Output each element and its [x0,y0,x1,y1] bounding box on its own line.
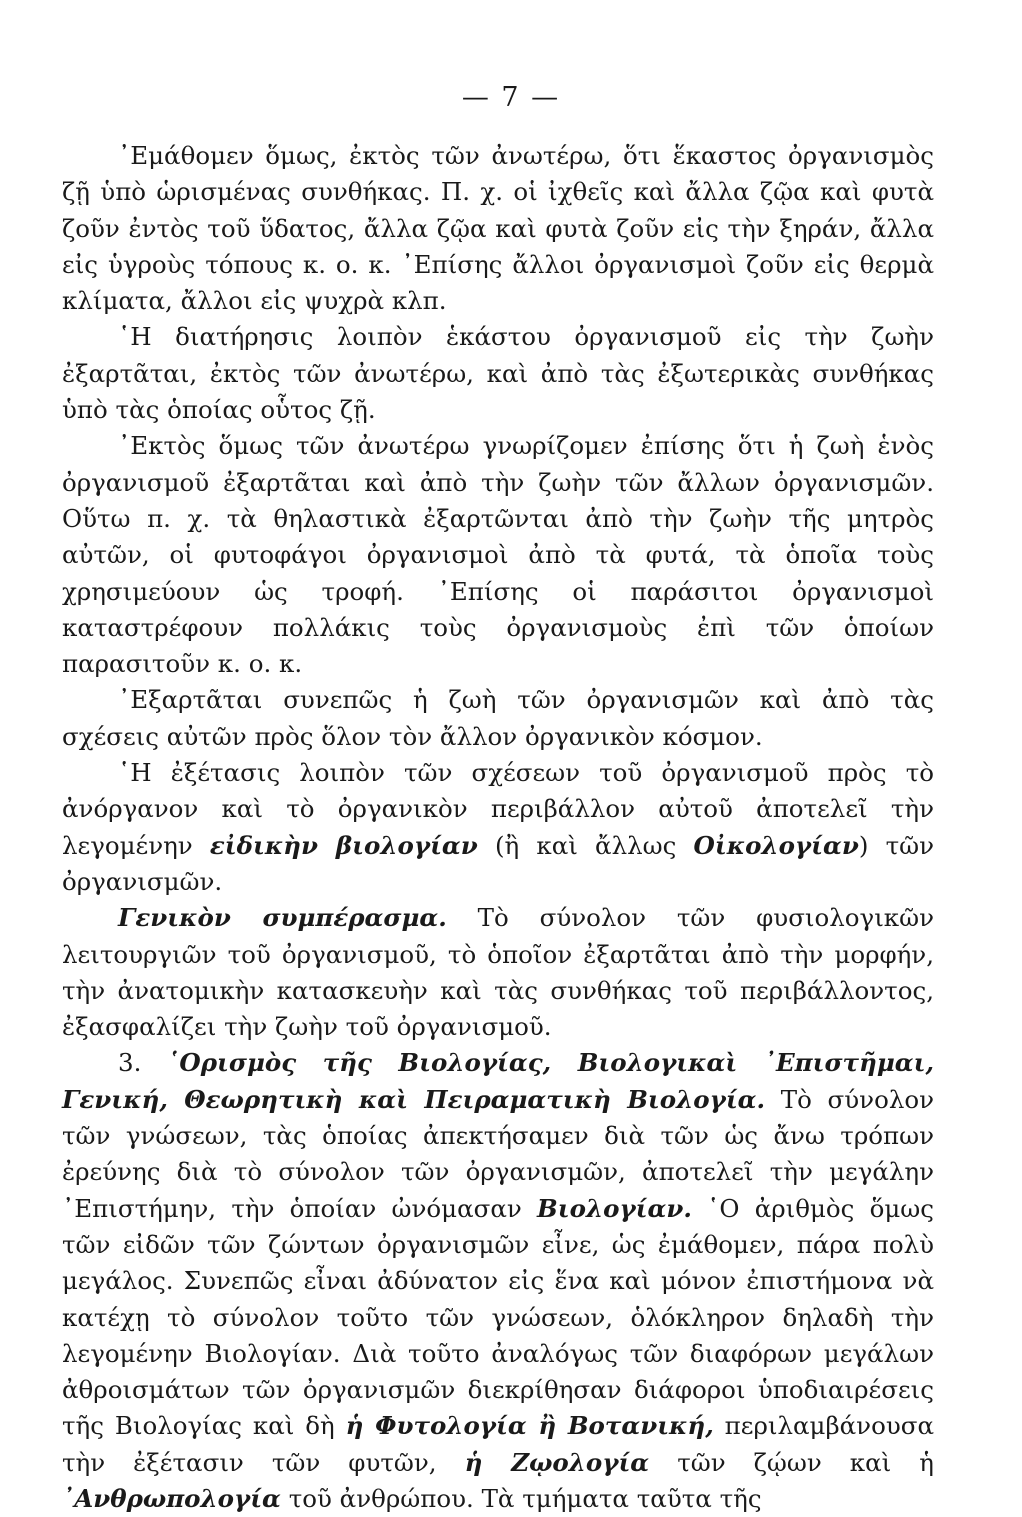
paragraph-5-text: (ἢ καὶ ἄλλως [477,830,694,860]
section-number: 3. [118,1048,168,1078]
section-3-heading: ῾Ορισμὸς τῆς Βιολογίας, Βιολογικαὶ ᾿Επιστῆμαι, Γενική, Θεωρητικὴ καὶ Πειραματικὴ Βιολογία. [62,1048,934,1114]
paragraph-3: ᾿Εκτὸς ὅμως τῶν ἀνωτέρω γνωρίζομεν ἐπίσης ὅτι ἡ ζωὴ ἑνὸς ὀργανισμοῦ ἐξαρτᾶται καὶ ἀπὸ τὴν ζωὴν τῶν ἄλλων ὀργανισμῶν. Οὕτω π. χ. τὰ θηλαστικὰ ἐξαρτῶνται ἀπὸ τὴν ζωὴν τῆς μητρὸς αὐτῶν, οἱ φυτοφάγοι ὀργανισμοὶ ἀπὸ τὰ φυτά, τὰ ὁποῖα τοὺς χρησιμεύουν ὡς τροφή. ᾿Επίσης οἱ παράσιτοι ὀργανισμοὶ καταστρέφουν πολλάκις τοὺς ὀργανισμοὺς ἐπὶ τῶν ὁποίων παρασιτοῦν κ. ο. κ. [62,431,934,679]
paragraph-7-text: τοῦ ἀνθρώπου. Τὰ τμήματα ταῦτα τῆς [280,1483,762,1513]
paragraph-2: ῾Η διατήρησις λοιπὸν ἑκάστου ὀργανισμοῦ εἰς τὴν ζωὴν ἐξαρτᾶται, ἐκτὸς τῶν ἀνωτέρω, καὶ ἀπὸ τὰς ἐξωτερικὰς συνθήκας ὑπὸ τὰς ὁποίας οὗτος ζῇ. [62,322,934,425]
general-conclusion-heading: Γενικὸν συμπέρασμα. [118,903,447,933]
term-biology: Βιολογίαν. [537,1193,692,1223]
body-text [62,138,934,1517]
paragraph-7 [62,1045,934,1517]
page-number: — 7 — [461,82,561,113]
paragraph-4: ᾿Εξαρτᾶται συνεπῶς ἡ ζωὴ τῶν ὀργανισμῶν καὶ ἀπὸ τὰς σχέσεις αὐτῶν πρὸς ὅλον τὸν ἄλλον ὀργανικὸν κόσμον. [62,685,934,751]
paragraph-6 [62,900,934,1045]
paragraph-6-text: Τὸ σύνολον τῶν φυσιολογικῶν λειτουργιῶν τοῦ ὀργανισμοῦ, τὸ ὁποῖον ἐξαρτᾶται ἀπὸ τὴν μορφήν, τὴν ἀνατομικὴν κατασκευὴν καὶ τὰς συνθήκας τοῦ περιβάλλοντος, ἐξασφαλίζει τὴν ζωὴν τοῦ ὀργανισμοῦ. [62,903,934,1042]
paragraph-5-text: ) τῶν ὀργανισμῶν. [62,830,934,896]
paragraph-7-text: Τὸ σύνολον τῶν γνώσεων, τὰς ὁποίας ἀπεκτήσαμεν διὰ τῶν ὡς ἄνω τρόπων ἐρεύνης διὰ τὸ σύνολον τῶν ὀργανισμῶν, ἀποτελεῖ τὴν μεγάλην ᾿Επιστήμην, τὴν ὁποίαν ὠνόμασαν [62,1084,934,1223]
paragraph-7-text: περιλαμβάνουσα τὴν ἐξέτασιν τῶν φυτῶν, [62,1411,934,1477]
paragraph-5-text: ῾Η ἐξέτασις λοιπὸν τῶν σχέσεων τοῦ ὀργανισμοῦ πρὸς τὸ ἀνόργανον καὶ τὸ ὀργανικὸν περιβάλλον αὐτοῦ ἀποτελεῖ τὴν λεγομένην [62,758,934,860]
term-botany: ἡ Φυτολογία ἢ Βοτανική, [345,1411,714,1441]
paragraph-7-text: τῶν ζῴων καὶ ἡ [649,1447,934,1477]
term-special-biology: εἰδικὴν βιολογίαν [209,830,478,860]
paragraph-5 [62,755,934,900]
paragraph-1: ᾿Εμάθομεν ὅμως, ἐκτὸς τῶν ἀνωτέρω, ὅτι ἕκαστος ὀργανισμὸς ζῇ ὑπὸ ὡρισμένας συνθήκας. Π. χ. οἱ ἰχθεῖς καὶ ἄλλα ζῷα καὶ φυτὰ ζοῦν ἐντὸς τοῦ ὕδατος, ἄλλα ζῷα καὶ φυτὰ ζοῦν εἰς τὴν ξηράν, ἄλλα εἰς ὑγροὺς τόπους κ. ο. κ. ᾿Επίσης ἄλλοι ὀργανισμοὶ ζοῦν εἰς θερμὰ κλίματα, ἄλλοι εἰς ψυχρὰ κλπ. [62,141,934,316]
term-zoology: ἡ Ζῳολογία [464,1447,650,1477]
term-ecology: Οἰκολογίαν [693,830,859,860]
term-anthropology: ᾿Ανθρωπολογία [62,1483,281,1513]
paragraph-7-text: ῾Ο ἀριθμὸς ὅμως τῶν εἰδῶν τῶν ζώντων ὀργανισμῶν εἶνε, ὡς ἐμάθομεν, πάρα πολὺ μεγάλος. Συνεπῶς εἶναι ἀδύνατον εἰς ἕνα καὶ μόνον ἐπιστήμονα νὰ κατέχῃ τὸ σύνολον τοῦτο τῶν γνώσεων, ὁλόκληρον δηλαδὴ τὴν λεγομένην Βιολογίαν. Διὰ τοῦτο ἀναλόγως τῶν διαφόρων μεγάλων ἀθροισμάτων τῶν ὀργανισμῶν διεκρίθησαν διάφοροι ὑποδιαιρέσεις τῆς Βιολογίας καὶ δὴ [62,1193,934,1441]
